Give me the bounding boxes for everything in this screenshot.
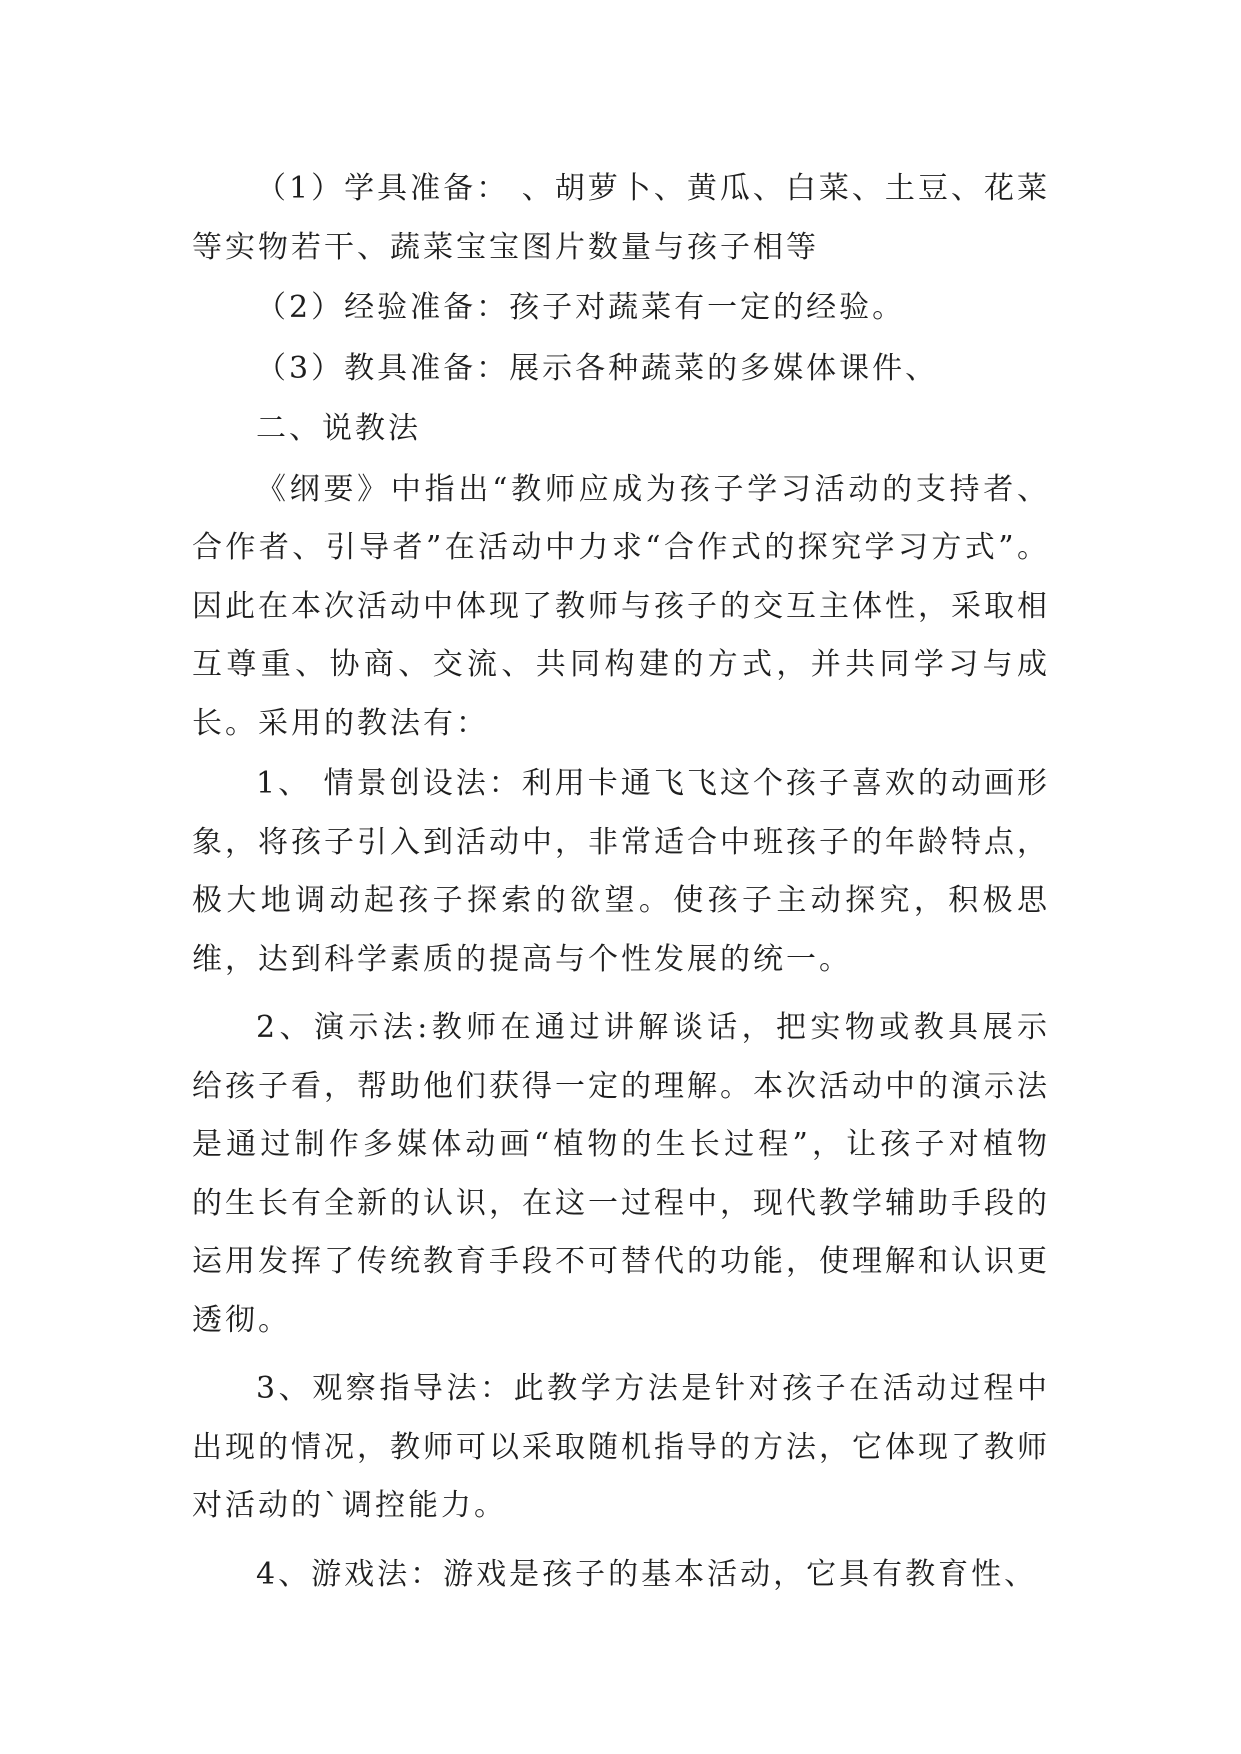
document-body	[192, 160, 1050, 1604]
paragraph-materials-preparation: （1）学具准备： 、胡萝卜、黄瓜、白菜、土豆、花菜等实物若干、蔬菜宝宝图片数量与孩子相等	[192, 171, 1050, 265]
section-heading-teaching-methods: 二、说教法	[256, 411, 421, 446]
paragraph-method-scenario: 1、 情景创设法：利用卡通飞飞这个孩子喜欢的动画形象，将孩子引入到活动中，非常适合中班孩子的年龄特点，极大地调动起孩子探索的欲望。使孩子主动探究，积极思维，达到科学素质的提高与个性发展的统一。	[192, 766, 1050, 977]
paragraph-method-game: 4、游戏法：游戏是孩子的基本活动，它具有教育性、	[256, 1556, 1038, 1592]
paragraph-method-observation: 3、观察指导法：此教学方法是针对孩子在活动过程中出现的情况，教师可以采取随机指导的方法，它体现了教师对活动的`调控能力。	[192, 1371, 1050, 1523]
paragraph-teaching-aids-preparation: （3）教具准备：展示各种蔬菜的多媒体课件、	[256, 350, 939, 386]
paragraph-experience-preparation: （2）经验准备：孩子对蔬菜有一定的经验。	[256, 290, 906, 325]
paragraph-method-demonstration: 2、演示法:教师在通过讲解谈话，把实物或教具展示给孩子看，帮助他们获得一定的理解。本次活动中的演示法是通过制作多媒体动画“植物的生长过程”，让孩子对植物的生长有全新的认识，在这一过程中，现代教学辅助手段的运用发挥了传统教育手段不可替代的功能，使理解和认识更透彻。	[192, 1010, 1050, 1338]
paragraph-guidelines: 《纲要》中指出“教师应成为孩子学习活动的支持者、合作者、引导者”在活动中力求“合作式的探究学习方式”。因此在本次活动中体现了教师与孩子的交互主体性，采取相互尊重、协商、交流、共同构建的方式，并共同学习与成长。采用的教法有：	[192, 471, 1050, 741]
